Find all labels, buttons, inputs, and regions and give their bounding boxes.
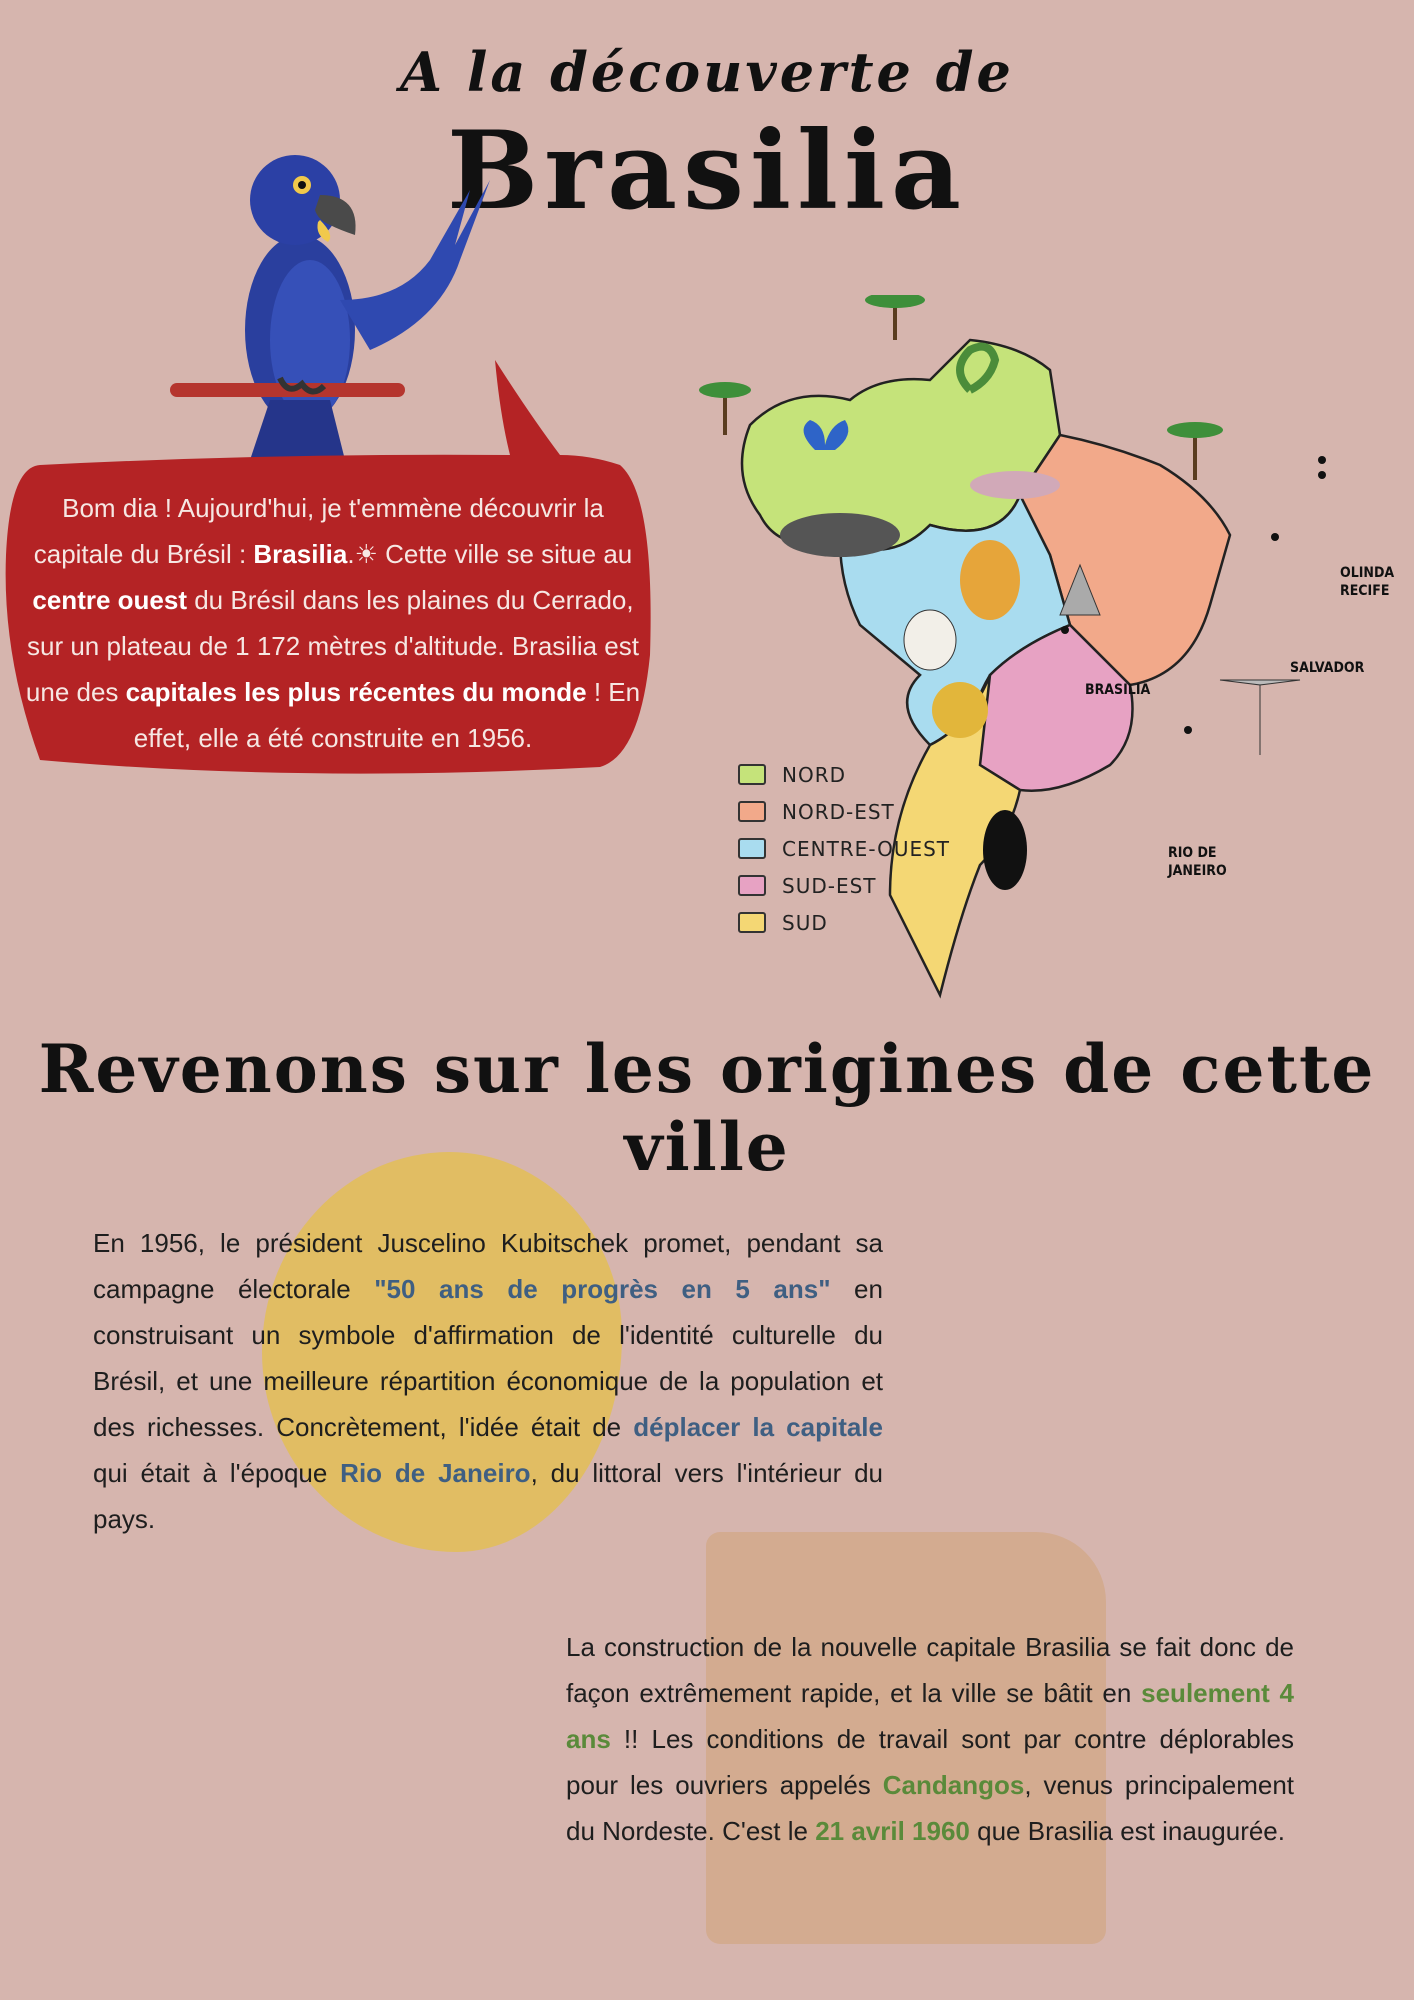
- map-legend: [738, 756, 950, 941]
- legend-label: SUD: [782, 910, 828, 935]
- highlight-move-capital: déplacer la capitale: [633, 1412, 883, 1442]
- city-label-recife: RECIFE: [1340, 583, 1390, 599]
- highlight-four-years: seulement 4 ans: [566, 1678, 1294, 1754]
- legend-item-sud-est: [738, 867, 950, 904]
- bubble-bold-3: capitales les plus récentes du monde: [125, 677, 587, 707]
- legend-item-nord: [738, 756, 950, 793]
- legend-item-centre-ouest: [738, 830, 950, 867]
- legend-label: NORD-EST: [782, 799, 895, 824]
- legend-item-sud: [738, 904, 950, 941]
- highlight-rio: Rio de Janeiro: [340, 1458, 531, 1488]
- highlight-candangos: Candangos: [882, 1770, 1025, 1800]
- legend-label: CENTRE-OUEST: [782, 836, 951, 861]
- bubble-bold-1: Brasilia: [253, 539, 348, 569]
- city-label-rio-1: RIO DE: [1168, 845, 1217, 861]
- highlight-slogan: "50 ans de progrès en 5 ans": [374, 1274, 831, 1304]
- legend-label: NORD: [782, 762, 846, 787]
- legend-swatch: [738, 801, 766, 822]
- bubble-bold-2: centre ouest: [32, 585, 187, 615]
- bubble-text: Bom dia ! Aujourd'hui, je t'emmène découvrir la capitale du Brésil : Brasilia.☀ Cette ville se situe au centre ouest du Brésil dans les plaines du Cerrado, sur un plateau de 1 172 mètres d'altitude. Brasilia est une des capitales les plus récentes du monde ! En effet, elle a été construite en 1956.: [25, 493, 641, 753]
- city-label-rio-2: JANEIRO: [1168, 863, 1227, 879]
- legend-item-nord-est: [738, 793, 950, 830]
- page-title: Brasilia: [446, 108, 968, 234]
- paragraph-construction: La construction de la nouvelle capitale Brasilia se fait donc de façon extrêmement rapide, et la ville se bâtit en seulement 4 ans !! Les conditions de travail sont par contre déplorables pour les ouvriers appelés Candangos, venus principalement du Nordeste. C'est le 21 avril 1960 que Brasilia est inaugurée.: [566, 1632, 1295, 1846]
- legend-swatch: [738, 764, 766, 785]
- highlight-date: 21 avril 1960: [815, 1816, 970, 1846]
- legend-swatch: [738, 912, 766, 933]
- legend-swatch: [738, 838, 766, 859]
- city-label-salvador: SALVADOR: [1290, 660, 1365, 676]
- legend-label: SUD-EST: [782, 873, 877, 898]
- city-label-olinda: OLINDA: [1340, 565, 1395, 581]
- legend-swatch: [738, 875, 766, 896]
- section-title: Revenons sur les origines de cette ville: [38, 1030, 1376, 1186]
- city-label-brasilia: BRASILIA: [1085, 682, 1151, 698]
- page-subtitle: A la découverte de: [400, 40, 1014, 104]
- paragraph-origins: En 1956, le président Juscelino Kubitschek promet, pendant sa campagne électorale "50 ans de progrès en 5 ans" en construisant un symbole d'affirmation de l'identité culturelle du Brésil, et une meilleure répartition économique de la population et des richesses. Concrètement, l'idée était de déplacer la capitale qui était à l'époque Rio de Janeiro, du littoral vers l'intérieur du pays.: [93, 1228, 884, 1534]
